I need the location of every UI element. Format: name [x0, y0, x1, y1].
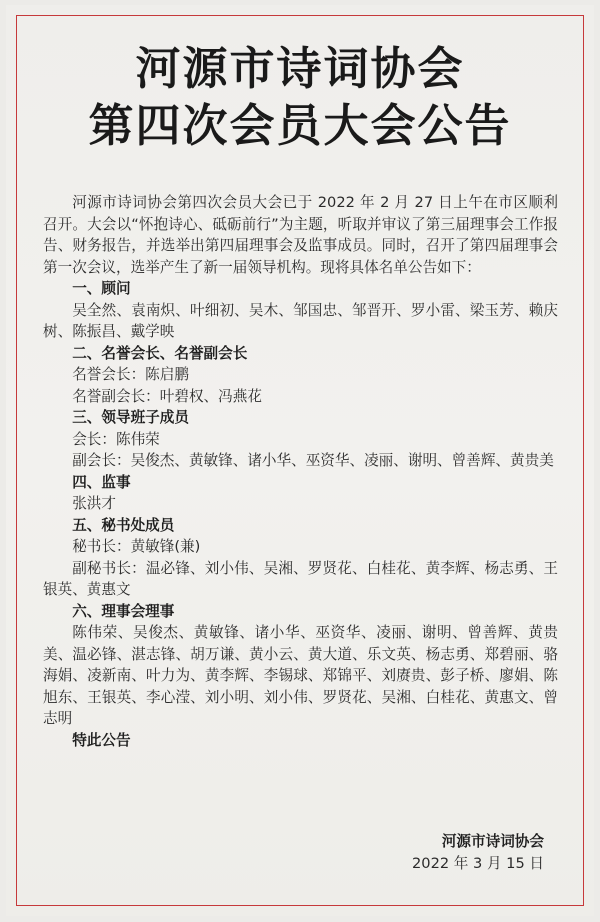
section-advisors-names: 吴全然、袁南炽、叶细初、吴木、邹国忠、邹晋开、罗小雷、梁玉芳、赖庆树、陈振昌、戴学映	[43, 301, 558, 340]
closing-statement: 特此公告	[72, 731, 131, 749]
signature-date: 2022 年 3 月 15 日	[412, 855, 544, 872]
section-leadership-heading: 三、领导班子成员	[72, 409, 189, 426]
section-honorary-heading: 二、名誉会长、名誉副会长	[72, 344, 248, 362]
title-line-1: 河源市诗词协会	[135, 42, 465, 95]
honorary-vice-presidents: 名誉副会长：叶碧权、冯燕花	[72, 387, 262, 405]
supervisor-name: 张洪才	[72, 495, 116, 512]
vice-presidents: 副会长：吴俊杰、黄敏锋、诸小华、巫资华、凌丽、谢明、曾善辉、黄贵美	[72, 452, 554, 469]
announcement-body	[43, 192, 558, 751]
president: 会长：陈伟荣	[72, 430, 160, 448]
section-supervisor-heading: 四、监事	[72, 473, 131, 491]
title-line-2: 第四次会员大会公告	[88, 99, 512, 152]
intro-paragraph: 河源市诗词协会第四次会员大会已于 2022 年 2 月 27 日上午在市区顺利召开。大会以“怀抱诗心、砥砺前行”为主题，听取并审议了第三届理事会工作报告、财务报告，并选举出第四届理事会及监事成员。同时，召开了第四届理事会第一次会议，选举产生了新一届领导机构。现将具体名单公告如下：	[43, 194, 558, 276]
council-members: 陈伟荣、吴俊杰、黄敏锋、诸小华、巫资华、凌丽、谢明、曾善辉、黄贵美、温必锋、湛志锋、胡万谦、黄小云、黄大道、乐文英、杨志勇、郑碧丽、骆海娟、凌新南、叶力为、黄李辉、李锡球、郑锦平、刘赓贵、彭子桥、廖娟、陈旭东、王银英、李心滢、刘小明、刘小伟、罗贤花、吴湘、白桂花、黄惠文、曾志明	[43, 624, 558, 727]
section-council-heading: 六、理事会理事	[72, 602, 175, 620]
signature-organization: 河源市诗词协会	[441, 833, 544, 850]
honorary-president: 名誉会长：陈启鹏	[72, 366, 189, 383]
secretary-general: 秘书长：黄敏锋(兼)	[72, 538, 201, 555]
section-secretariat-heading: 五、秘书处成员	[72, 516, 175, 534]
deputy-secretaries: 副秘书长：温必锋、刘小伟、吴湘、罗贤花、白桂花、黄李辉、杨志勇、王银英、黄惠文	[43, 559, 558, 598]
section-advisors-heading: 一、顾问	[72, 280, 131, 297]
signature-block	[412, 831, 544, 875]
